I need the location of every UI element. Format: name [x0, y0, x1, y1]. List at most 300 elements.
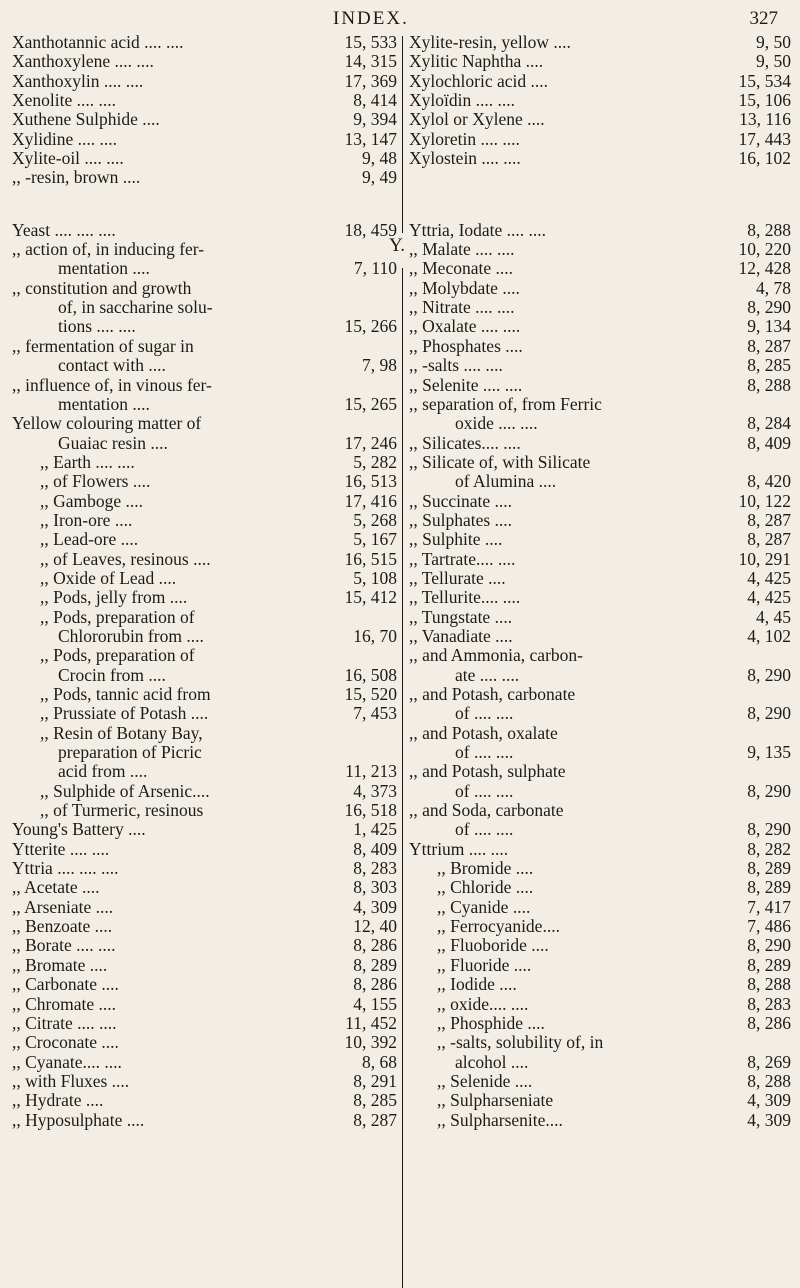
index-page-ref: 17, 369	[344, 70, 397, 91]
index-entry	[409, 376, 791, 395]
index-entry	[12, 666, 397, 685]
index-entry	[409, 975, 791, 994]
index-entry	[12, 298, 397, 317]
index-term: ,, Selenite .... ....	[409, 374, 523, 395]
index-entry	[12, 530, 397, 549]
index-term: ,, -salts, solubility of, in	[437, 1032, 604, 1053]
index-entry	[12, 936, 397, 955]
index-page-ref: 16, 508	[344, 664, 397, 685]
index-entry	[409, 588, 791, 607]
index-column-left	[12, 33, 397, 1130]
index-term: Xylite-resin, yellow ....	[409, 32, 571, 52]
index-page-ref: 11, 213	[345, 761, 397, 782]
index-page-ref: 8, 288	[747, 374, 791, 395]
index-entry	[409, 395, 791, 414]
index-entry	[12, 395, 397, 414]
index-page-ref: 10, 291	[738, 548, 791, 569]
index-entry	[12, 1033, 397, 1052]
index-entry	[12, 1091, 397, 1110]
index-term: ,, Nitrate .... ....	[409, 297, 515, 318]
index-term: ,, Pods, preparation of	[40, 645, 195, 666]
index-page-ref: 13, 147	[344, 128, 397, 149]
index-page-ref: 4, 309	[353, 896, 397, 917]
index-entry	[409, 356, 791, 375]
index-entry	[12, 1111, 397, 1130]
index-entry	[12, 52, 397, 71]
y-entries-right	[409, 221, 791, 1130]
index-page-ref: 9, 134	[747, 316, 791, 337]
index-term: ,, oxide.... ....	[437, 993, 529, 1014]
index-entry	[409, 52, 791, 71]
index-entry	[409, 110, 791, 129]
index-term: oxide .... ....	[455, 413, 538, 434]
index-entry	[12, 259, 397, 278]
index-entry	[12, 956, 397, 975]
index-entry	[12, 840, 397, 859]
index-page-ref: 12, 40	[353, 916, 397, 937]
index-term: ,, Fluoboride ....	[437, 935, 549, 956]
index-entry	[12, 704, 397, 723]
index-term: ,, Tungstate ....	[409, 606, 513, 627]
index-term: ,, Benzoate ....	[12, 916, 113, 937]
index-page-ref: 8, 288	[747, 974, 791, 995]
index-entry	[12, 168, 397, 187]
index-entry	[409, 1111, 791, 1130]
index-entry	[409, 995, 791, 1014]
index-term: ,, Sulphates ....	[409, 509, 513, 530]
index-page-ref: 16, 513	[344, 471, 397, 492]
index-term: ,, Carbonate ....	[12, 974, 119, 995]
index-entry	[409, 414, 791, 433]
index-entry	[409, 1091, 791, 1110]
index-term: ,, of Turmeric, resinous	[40, 800, 204, 821]
index-entry	[409, 1014, 791, 1033]
index-entry	[12, 782, 397, 801]
index-page-ref: 8, 290	[747, 664, 791, 685]
index-term: Xylidine .... ....	[12, 128, 117, 149]
index-term: of Alumina ....	[455, 471, 557, 492]
index-entry	[12, 110, 397, 129]
index-page-ref: 8, 287	[353, 1109, 397, 1130]
index-page-ref: 8, 288	[747, 219, 791, 240]
index-page-ref: 8, 409	[353, 838, 397, 859]
index-page-ref: 8, 284	[747, 413, 791, 434]
index-page-ref: 16, 102	[738, 148, 791, 169]
index-entry	[409, 453, 791, 472]
index-term: ,, -resin, brown ....	[12, 167, 141, 188]
index-term: ,, and Potash, sulphate	[409, 761, 566, 782]
index-term: ,, Sulpharsenite....	[437, 1109, 563, 1130]
index-term: ,, Croconate ....	[12, 1032, 119, 1053]
index-term: ,, Silicates.... ....	[409, 432, 521, 453]
index-page-ref: 8, 303	[353, 877, 397, 898]
index-page-ref: 8, 282	[747, 838, 791, 859]
page-number: 327	[749, 8, 778, 29]
index-page-ref: 15, 106	[738, 90, 791, 111]
index-term: ,, of Flowers ....	[40, 471, 151, 492]
index-page-ref: 4, 425	[747, 567, 791, 588]
index-page-ref: 8, 420	[747, 471, 791, 492]
index-entry	[12, 434, 397, 453]
index-page-ref: 10, 220	[738, 239, 791, 260]
index-page-ref: 8, 409	[747, 432, 791, 453]
index-page-ref: 15, 266	[344, 316, 397, 337]
index-term: ,, Pods, preparation of	[40, 606, 195, 627]
index-term: ,, Prussiate of Potash ....	[40, 703, 209, 724]
index-term: ,, Meconate ....	[409, 258, 513, 279]
section-gap	[409, 188, 791, 221]
index-entry	[12, 511, 397, 530]
index-term: of .... ....	[455, 703, 514, 724]
index-page-ref: 16, 518	[344, 800, 397, 821]
index-entry	[409, 240, 791, 259]
index-page-ref: 17, 443	[738, 128, 791, 149]
index-term: ,, Succinate ....	[409, 490, 513, 511]
index-entry	[12, 376, 397, 395]
index-term: mentation ....	[58, 393, 150, 414]
index-term: Ytterite .... ....	[12, 838, 110, 859]
index-entry	[409, 743, 791, 762]
column-divider-main	[402, 268, 403, 1288]
index-term: ,, separation of, from Ferric	[409, 393, 602, 414]
index-term: ,, Oxalate .... ....	[409, 316, 521, 337]
index-entry	[409, 130, 791, 149]
index-term: ,, Molybdate ....	[409, 277, 520, 298]
index-term: Xylite-oil .... ....	[12, 148, 124, 169]
index-entry	[409, 878, 791, 897]
index-term: ,, Vanadiate ....	[409, 625, 513, 646]
index-entry	[409, 917, 791, 936]
index-entry	[409, 298, 791, 317]
index-page-ref: 8, 290	[747, 297, 791, 318]
index-entry	[12, 608, 397, 627]
index-term: ,, of Leaves, resinous ....	[40, 548, 211, 569]
index-page-ref: 5, 268	[353, 509, 397, 530]
index-page-ref: 5, 282	[353, 451, 397, 472]
index-page-ref: 16, 70	[353, 625, 397, 646]
index-page-ref: 4, 309	[747, 1090, 791, 1111]
index-page-ref: 4, 373	[353, 780, 397, 801]
index-entry	[409, 472, 791, 491]
index-page-ref: 16, 515	[344, 548, 397, 569]
index-term: ,, Sulpharseniate	[437, 1090, 554, 1111]
index-term: Xylitic Naphtha ....	[409, 51, 544, 72]
index-entry	[12, 646, 397, 665]
index-entry	[409, 337, 791, 356]
index-page-ref: 15, 265	[344, 393, 397, 414]
index-entry	[12, 898, 397, 917]
page-title: INDEX.	[333, 8, 409, 29]
index-entry	[409, 221, 791, 240]
index-page-ref: 8, 287	[747, 529, 791, 550]
index-entry	[12, 820, 397, 839]
index-page-ref: 8, 289	[747, 877, 791, 898]
index-entry	[12, 472, 397, 491]
index-term: Xylol or Xylene ....	[409, 109, 545, 130]
index-term: Xanthotannic acid .... ....	[12, 32, 184, 52]
index-term: ,, Cyanate.... ....	[12, 1051, 122, 1072]
index-entry	[409, 762, 791, 781]
index-term: of, in saccharine solu-	[58, 297, 213, 318]
index-page-ref: 8, 414	[353, 90, 397, 111]
index-page-ref: 9, 135	[747, 742, 791, 763]
index-term: Xylostein .... ....	[409, 148, 521, 169]
index-entry	[409, 149, 791, 168]
index-entry	[12, 240, 397, 259]
index-entry	[12, 685, 397, 704]
index-entry	[409, 569, 791, 588]
index-page-ref: 8, 68	[362, 1051, 397, 1072]
index-term: Xanthoxylin .... ....	[12, 70, 144, 91]
index-entry	[409, 1033, 791, 1052]
index-entry	[409, 724, 791, 743]
index-page-ref: 8, 287	[747, 509, 791, 530]
index-term: ,, Ferrocyanide....	[437, 916, 560, 937]
index-page-ref: 8, 269	[747, 1051, 791, 1072]
index-entry	[12, 762, 397, 781]
index-page-ref: 8, 288	[747, 1070, 791, 1091]
index-page-ref: 7, 486	[747, 916, 791, 937]
index-term: Guaiac resin ....	[58, 432, 168, 453]
index-term: ,, Borate .... ....	[12, 935, 116, 956]
index-term: ,, action of, in inducing fer-	[12, 239, 205, 260]
index-page-ref: 8, 287	[747, 335, 791, 356]
index-entry	[12, 72, 397, 91]
index-entry	[12, 221, 397, 240]
index-entry	[12, 1072, 397, 1091]
index-page-ref: 9, 48	[362, 148, 397, 169]
index-term: ,, Phosphide ....	[437, 1012, 545, 1033]
index-term: Xyloretin .... ....	[409, 128, 520, 149]
index-page-ref: 8, 285	[353, 1090, 397, 1111]
index-entry	[409, 317, 791, 336]
index-term: ,, Fluoride ....	[437, 954, 532, 975]
index-entry	[409, 33, 791, 52]
x-entries-left	[12, 33, 397, 188]
index-term: ,, Chloride ....	[437, 877, 534, 898]
index-page-ref: 8, 286	[353, 974, 397, 995]
index-entry	[409, 840, 791, 859]
index-term: ,, Phosphates ....	[409, 335, 523, 356]
index-column-right	[409, 33, 791, 1130]
index-page-ref: 4, 78	[756, 277, 791, 298]
index-page-ref: 18, 459	[344, 219, 397, 240]
index-page-ref: 8, 291	[353, 1070, 397, 1091]
index-term: ,, Oxide of Lead ....	[40, 567, 177, 588]
index-entry	[409, 627, 791, 646]
index-page-ref: 10, 392	[344, 1032, 397, 1053]
x-entries-right	[409, 33, 791, 168]
index-page-ref: 11, 452	[345, 1012, 397, 1033]
index-term: ,, Hydrate ....	[12, 1090, 104, 1111]
index-entry	[12, 279, 397, 298]
index-entry	[12, 878, 397, 897]
page-header	[0, 8, 800, 32]
index-term: Chlororubin from ....	[58, 625, 204, 646]
index-page-ref: 8, 289	[747, 954, 791, 975]
index-term: Yellow colouring matter of	[12, 413, 202, 434]
index-term: ,, and Potash, oxalate	[409, 722, 558, 743]
index-term: ,, Tartrate.... ....	[409, 548, 516, 569]
index-entry	[409, 685, 791, 704]
index-entry	[409, 608, 791, 627]
index-page-ref: 5, 108	[353, 567, 397, 588]
index-term: ,, Chromate ....	[12, 993, 117, 1014]
index-page-ref: 4, 309	[747, 1109, 791, 1130]
index-entry	[12, 130, 397, 149]
index-page-ref: 15, 520	[344, 684, 397, 704]
index-entry	[409, 1053, 791, 1072]
index-entry	[409, 704, 791, 723]
section-gap	[12, 188, 397, 221]
index-entry	[409, 492, 791, 511]
index-term: ,, and Potash, carbonate	[409, 684, 576, 704]
index-term: tions .... ....	[58, 316, 136, 337]
index-page-ref: 7, 453	[353, 703, 397, 724]
index-page-ref: 4, 425	[747, 587, 791, 608]
index-page-ref: 4, 102	[747, 625, 791, 646]
index-page-ref: 13, 116	[739, 109, 791, 130]
index-page-ref: 17, 246	[344, 432, 397, 453]
index-page-ref: 8, 283	[353, 858, 397, 879]
index-entry	[409, 530, 791, 549]
index-term: ,, Tellurate ....	[409, 567, 506, 588]
index-term: of .... ....	[455, 742, 514, 763]
index-page-ref: 8, 290	[747, 703, 791, 724]
index-entry	[12, 627, 397, 646]
index-term: ,, Pods, tannic acid from	[40, 684, 211, 704]
index-page-ref: 8, 283	[747, 993, 791, 1014]
index-entry	[12, 1014, 397, 1033]
index-term: contact with ....	[58, 355, 166, 376]
index-entry	[12, 917, 397, 936]
index-page-ref: 15, 534	[738, 70, 791, 91]
index-entry	[12, 550, 397, 569]
index-term: of .... ....	[455, 780, 514, 801]
index-page-ref: 1, 425	[353, 819, 397, 840]
index-page-ref: 9, 49	[362, 167, 397, 188]
index-entry	[12, 801, 397, 820]
index-page-ref: 7, 98	[362, 355, 397, 376]
index-entry	[409, 820, 791, 839]
index-term: Young's Battery ....	[12, 819, 146, 840]
index-entry	[12, 414, 397, 433]
index-page-ref: 12, 428	[738, 258, 791, 279]
index-page-ref: 17, 416	[344, 490, 397, 511]
index-entry	[12, 724, 397, 743]
index-entry	[12, 492, 397, 511]
index-term: acid from ....	[58, 761, 148, 782]
index-page-ref: 15, 412	[344, 587, 397, 608]
index-term: mentation ....	[58, 258, 150, 279]
index-term: ,, Lead-ore ....	[40, 529, 139, 550]
index-entry	[12, 743, 397, 762]
index-entry	[12, 859, 397, 878]
index-term: ,, Bromide ....	[437, 858, 534, 879]
index-entry	[409, 434, 791, 453]
index-term: ,, fermentation of sugar in	[12, 335, 194, 356]
index-term: ,, Malate .... ....	[409, 239, 515, 260]
section-heading-y: Y.	[389, 235, 406, 256]
index-term: preparation of Picric	[58, 742, 202, 763]
index-term: ,, Citrate .... ....	[12, 1012, 117, 1033]
index-page-ref: 7, 110	[353, 258, 397, 279]
index-term: Xuthene Sulphide ....	[12, 109, 160, 130]
index-entry	[409, 782, 791, 801]
index-entry	[12, 91, 397, 110]
index-entry	[12, 569, 397, 588]
index-page-ref: 14, 315	[344, 51, 397, 72]
index-entry	[12, 588, 397, 607]
index-term: Xanthoxylene .... ....	[12, 51, 154, 72]
index-term: of .... ....	[455, 819, 514, 840]
index-entry	[409, 936, 791, 955]
index-term: ,, with Fluxes ....	[12, 1070, 130, 1091]
index-term: ,, Arseniate ....	[12, 896, 114, 917]
index-term: Xylochloric acid ....	[409, 70, 548, 91]
index-entry	[409, 898, 791, 917]
index-term: ,, and Soda, carbonate	[409, 800, 564, 821]
index-term: ,, Earth .... ....	[40, 451, 135, 472]
index-entry	[409, 801, 791, 820]
index-term: alcohol ....	[455, 1051, 529, 1072]
y-entries-left	[12, 221, 397, 1130]
index-term: ,, Bromate ....	[12, 954, 108, 975]
index-term: ,, Resin of Botany Bay,	[40, 722, 203, 743]
index-term: ,, Hyposulphate ....	[12, 1109, 145, 1130]
index-page-ref: 5, 167	[353, 529, 397, 550]
index-entry	[409, 859, 791, 878]
index-page-ref: 8, 289	[747, 858, 791, 879]
index-page-ref: 10, 122	[738, 490, 791, 511]
index-page-ref: 8, 286	[353, 935, 397, 956]
index-term: ,, influence of, in vinous fer-	[12, 374, 212, 395]
index-term: ,, Gamboge ....	[40, 490, 144, 511]
index-term: ,, Tellurite.... ....	[409, 587, 521, 608]
index-entry	[409, 91, 791, 110]
index-entry	[12, 149, 397, 168]
index-page-ref: 7, 417	[747, 896, 791, 917]
index-page-ref: 8, 290	[747, 935, 791, 956]
index-term: Yeast .... .... ....	[12, 219, 116, 240]
index-page-ref: 8, 290	[747, 819, 791, 840]
index-term: Yttrium .... ....	[409, 838, 509, 859]
index-page-ref: 8, 289	[353, 954, 397, 975]
index-term: ,, Sulphite ....	[409, 529, 503, 550]
index-page-ref: 4, 45	[756, 606, 791, 627]
index-entry	[409, 1072, 791, 1091]
index-entry	[12, 453, 397, 472]
index-page-ref: 8, 290	[747, 780, 791, 801]
index-entry	[409, 550, 791, 569]
index-term: ,, Selenide ....	[437, 1070, 533, 1091]
index-page-ref: 9, 50	[756, 51, 791, 72]
index-term: Yttria .... .... ....	[12, 858, 119, 879]
index-term: ,, Iron-ore ....	[40, 509, 133, 530]
index-term: ate .... ....	[455, 664, 520, 685]
index-term: ,, Sulphide of Arsenic....	[40, 780, 210, 801]
index-page-ref: 8, 285	[747, 355, 791, 376]
index-page-ref: 9, 394	[353, 109, 397, 130]
index-page-ref: 15, 533	[344, 32, 397, 52]
index-term: ,, Silicate of, with Silicate	[409, 451, 591, 472]
index-entry	[12, 33, 397, 52]
index-term: Crocin from ....	[58, 664, 166, 685]
index-term: Yttria, Iodate .... ....	[409, 219, 547, 240]
index-entry	[409, 956, 791, 975]
index-entry	[409, 511, 791, 530]
index-entry	[12, 356, 397, 375]
